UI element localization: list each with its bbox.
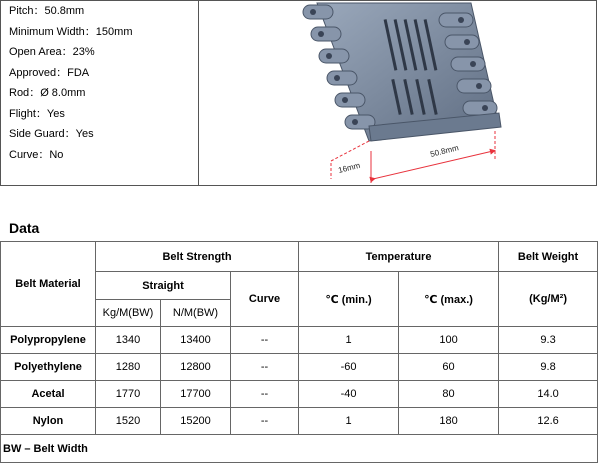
col-material-header: Belt Material: [1, 242, 96, 327]
header-row: [1, 242, 598, 272]
col-kg-header: Kg/M(BW): [96, 300, 161, 327]
col-curve-header: Curve: [231, 272, 299, 327]
data-table: [0, 241, 598, 463]
section-title: Data: [9, 220, 40, 236]
col-strength-header: Belt Strength: [96, 242, 299, 272]
curve-cell: --: [231, 381, 299, 408]
spec-item: Minimum Width：150mm: [9, 25, 133, 38]
spec-item: Curve：No: [9, 148, 64, 161]
spec-item: Rod：Ø 8.0mm: [9, 87, 86, 99]
weight-cell: 9.3: [499, 327, 598, 354]
weight-cell: 14.0: [499, 381, 598, 408]
tmax-cell: 100: [399, 327, 499, 354]
table-row: [1, 408, 598, 435]
spec-panel: [0, 0, 597, 186]
col-straight-header: Straight: [96, 272, 231, 300]
footnote-row: [1, 435, 598, 463]
tmax-cell: 80: [399, 381, 499, 408]
table-row: [1, 354, 598, 381]
kg-cell: 1770: [96, 381, 161, 408]
spec-item: Approved：FDA: [9, 66, 90, 79]
n-cell: 15200: [161, 408, 231, 435]
kg-cell: 1280: [96, 354, 161, 381]
dimension-lines: [331, 131, 495, 183]
table-row: [1, 327, 598, 354]
dim-pitch-label: 50.8mm: [429, 143, 460, 159]
col-tmax-header: ℃ (max.): [399, 272, 499, 327]
tmax-cell: 60: [399, 354, 499, 381]
n-cell: 17700: [161, 381, 231, 408]
belt-module-illustration: [199, 1, 597, 186]
spec-item: Flight：Yes: [9, 107, 65, 120]
curve-cell: --: [231, 354, 299, 381]
material-cell: Nylon: [1, 408, 96, 435]
weight-cell: 9.8: [499, 354, 598, 381]
spec-item: Pitch：50.8mm: [9, 5, 85, 17]
dim-height-label: 16mm: [337, 160, 362, 175]
spec-item: Open Area：23%: [9, 46, 95, 58]
col-weight-header: Belt Weight: [499, 242, 598, 272]
n-cell: 12800: [161, 354, 231, 381]
kg-cell: 1520: [96, 408, 161, 435]
material-cell: Polypropylene: [1, 327, 96, 354]
col-weight-unit-header: (Kg/M²): [499, 272, 598, 327]
spec-list: [9, 1, 132, 165]
material-cell: Acetal: [1, 381, 96, 408]
tmax-cell: 180: [399, 408, 499, 435]
col-temperature-header: Temperature: [299, 242, 499, 272]
belt-body: [303, 3, 501, 141]
curve-cell: --: [231, 408, 299, 435]
weight-cell: 12.6: [499, 408, 598, 435]
tmin-cell: -60: [299, 354, 399, 381]
tmin-cell: -40: [299, 381, 399, 408]
col-n-header: N/M(BW): [161, 300, 231, 327]
tmin-cell: 1: [299, 327, 399, 354]
col-tmin-header: ℃ (min.): [299, 272, 399, 327]
kg-cell: 1340: [96, 327, 161, 354]
table-row: [1, 381, 598, 408]
tmin-cell: 1: [299, 408, 399, 435]
footnote: BW – Belt Width: [1, 435, 598, 463]
spec-item: Side Guard：Yes: [9, 128, 94, 140]
curve-cell: --: [231, 327, 299, 354]
n-cell: 13400: [161, 327, 231, 354]
material-cell: Polyethylene: [1, 354, 96, 381]
